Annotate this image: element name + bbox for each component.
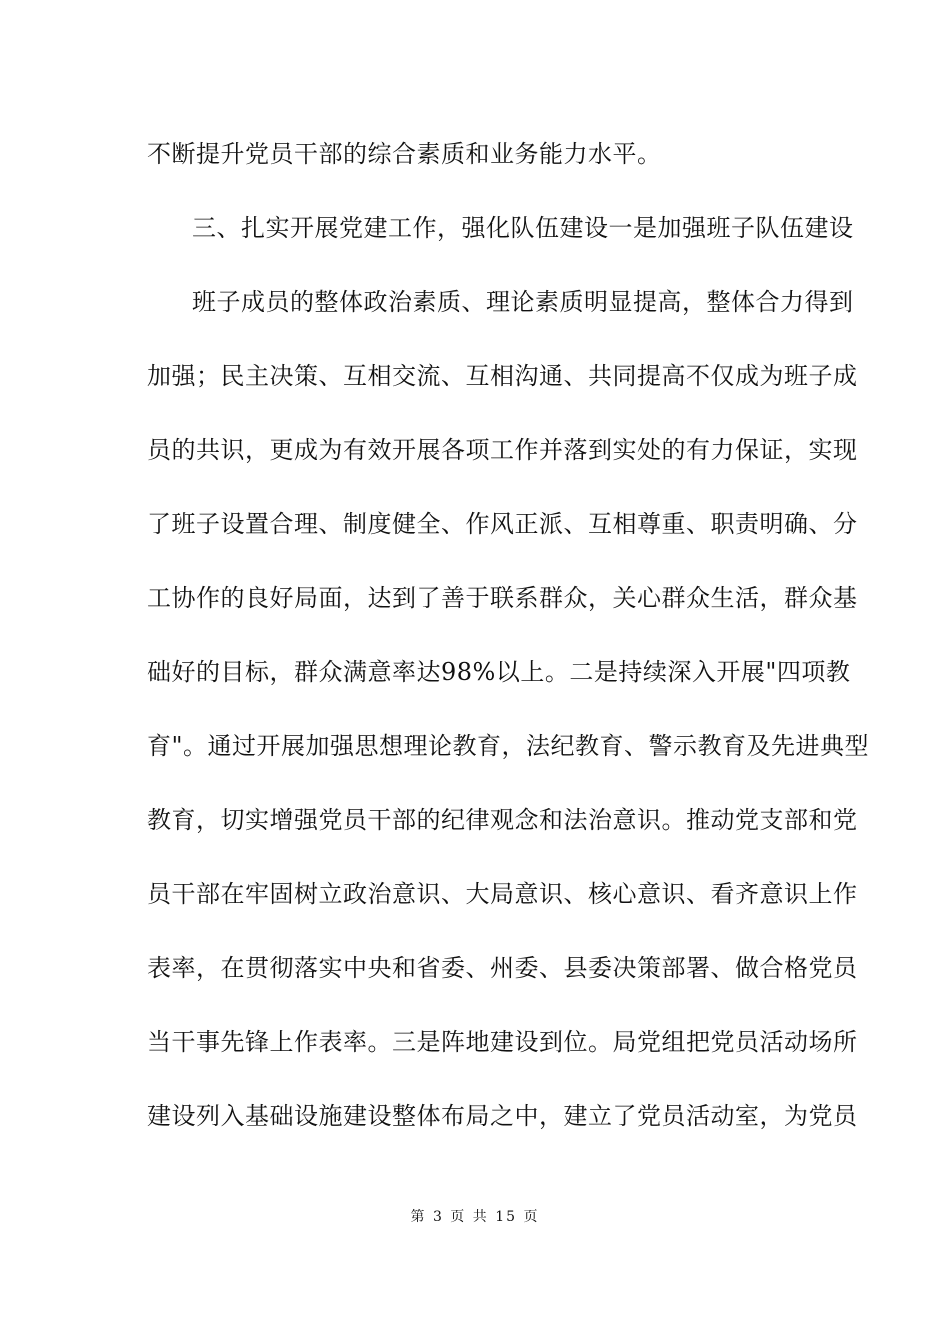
text-line-8: 础好的目标，群众满意率达98%以上。二是持续深入开展"四项教 <box>147 658 851 686</box>
text-line-12: 表率，在贯彻落实中央和省委、州委、县委决策部署、做合格党员 <box>147 954 858 982</box>
text-line-14: 建设列入基础设施建设整体布局之中，建立了党员活动室，为党员 <box>147 1102 858 1130</box>
text-line-11: 员干部在牢固树立政治意识、大局意识、核心意识、看齐意识上作 <box>147 880 858 908</box>
text-line-4: 加强；民主决策、互相交流、互相沟通、共同提高不仅成为班子成 <box>147 362 858 390</box>
text-line-6: 了班子设置合理、制度健全、作风正派、互相尊重、职责明确、分 <box>147 510 858 538</box>
text-line-3: 班子成员的整体政治素质、理论素质明显提高，整体合力得到 <box>192 288 854 316</box>
text-line-5: 员的共识，更成为有效开展各项工作并落到实处的有力保证，实现 <box>147 436 858 464</box>
section-heading: 三、扎实开展党建工作，强化队伍建设一是加强班子队伍建设 <box>192 214 854 242</box>
page-number-footer: 第 3 页 共 15 页 <box>410 1209 540 1225</box>
text-line-10: 教育，切实增强党员干部的纪律观念和法治意识。推动党支部和党 <box>147 806 858 834</box>
text-line-9: 育"。通过开展加强思想理论教育，法纪教育、警示教育及先进典型 <box>147 732 870 760</box>
text-line-7: 工协作的良好局面，达到了善于联系群众，关心群众生活，群众基 <box>147 584 858 612</box>
text-line-13: 当干事先锋上作表率。三是阵地建设到位。局党组把党员活动场所 <box>147 1028 858 1056</box>
text-line-1: 不断提升党员干部的综合素质和业务能力水平。 <box>147 140 662 168</box>
